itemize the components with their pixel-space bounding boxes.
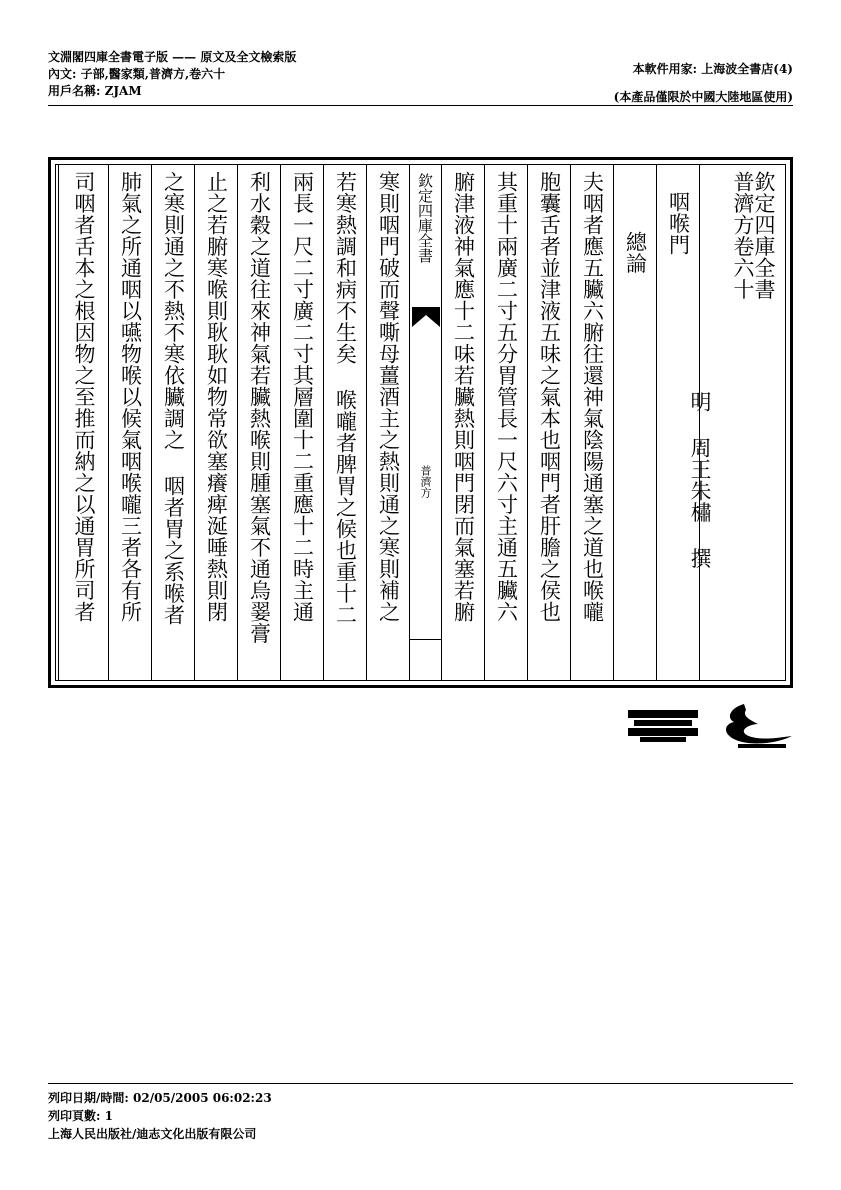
text-column — [484, 165, 527, 680]
text-column — [108, 165, 151, 680]
text-line: 止之若腑寒喉則耿耿如物常欲塞癢痺涎唾熱則閉 — [204, 171, 229, 623]
text-column — [58, 165, 108, 680]
text-line: 若寒熱調和病不生矣 喉嚨者脾胃之候也重十二 — [333, 171, 358, 626]
text-line: 司咽者舌本之根因物之至推而納之以通胃所司者 — [72, 171, 96, 623]
header-user-line: 用戶名稱: ZJAM — [48, 84, 142, 98]
text-line: 之寒則通之不熱不寒依臟調之 咽者胃之系喉者 — [161, 171, 186, 626]
document-footer — [48, 1089, 272, 1143]
section-column — [656, 165, 699, 680]
center-fold — [409, 165, 441, 680]
header-licensee-line: 本軟件用家: 上海波全書店(4) — [632, 62, 793, 76]
text-line: 利水穀之道往來神氣若臟熱喉則腫塞氣不通烏翣膏 — [247, 171, 272, 644]
collection-title: 欽定四庫全書 — [752, 171, 776, 300]
section-title: 咽喉門 — [666, 191, 691, 256]
subsection-column — [613, 165, 656, 680]
publisher-line: 上海人民出版社/迪志文化出版有限公司 — [48, 1127, 257, 1141]
document-header-left — [48, 49, 296, 100]
text-column — [570, 165, 613, 680]
text-column — [366, 165, 409, 680]
text-column — [280, 165, 323, 680]
text-line: 肺氣之所通咽以嚥物喉以候氣咽喉嚨三者各有所 — [118, 171, 143, 623]
volume-title-column — [688, 165, 755, 680]
footer-rule — [48, 1083, 793, 1084]
fold-book-name: 普濟方 — [419, 465, 432, 498]
subsection-title: 總論 — [623, 231, 648, 274]
document-header-right — [614, 55, 793, 111]
print-datetime: 列印日期/時間: 02/05/2005 06:02:23 — [48, 1091, 272, 1105]
book-page-inner — [55, 164, 786, 681]
text-line: 腑津液神氣應十二味若臟熱則咽門閉而氣塞若腑 — [451, 171, 476, 623]
text-column — [194, 165, 237, 680]
volume-title: 普濟方卷六十 — [731, 171, 755, 300]
header-content-line: 內文: 子部,醫家類,普濟方,卷六十 — [48, 67, 226, 81]
text-column — [441, 165, 484, 680]
print-page-count: 列印頁數: 1 — [48, 1109, 113, 1123]
text-line: 寒則咽門破而聲嘶母薑酒主之熱則通之寒則補之 — [376, 171, 401, 623]
text-column — [323, 165, 366, 680]
text-line: 夫咽者應五臟六腑往還神氣陰陽通塞之道也喉嚨 — [580, 171, 605, 623]
fishtail-mark-icon — [412, 307, 440, 327]
header-title-line: 文淵閣四庫全書電子版 —— 原文及全文檢索版 — [48, 50, 297, 64]
text-line: 胞囊舌者並津液五味之氣本也咽門者肝膽之侯也 — [537, 171, 562, 623]
publisher-logo-icon — [626, 700, 796, 752]
text-line: 其重十兩廣二寸五分胃管長一尺六寸主通五臟六 — [494, 171, 519, 623]
text-line: 兩長一尺二寸廣二寸其層圍十二重應十二時主通 — [290, 171, 315, 623]
text-column — [527, 165, 570, 680]
fold-bottom-line — [410, 639, 441, 640]
header-region-line: (本產品僅限於中國大陸地區使用) — [613, 90, 793, 104]
text-column — [151, 165, 194, 680]
book-page-frame — [48, 157, 793, 688]
author-line: 明 周王朱橚 撰 — [688, 391, 712, 569]
header-rule — [48, 105, 793, 106]
fold-title: 欽定四庫全書 — [416, 173, 434, 263]
text-column — [237, 165, 280, 680]
